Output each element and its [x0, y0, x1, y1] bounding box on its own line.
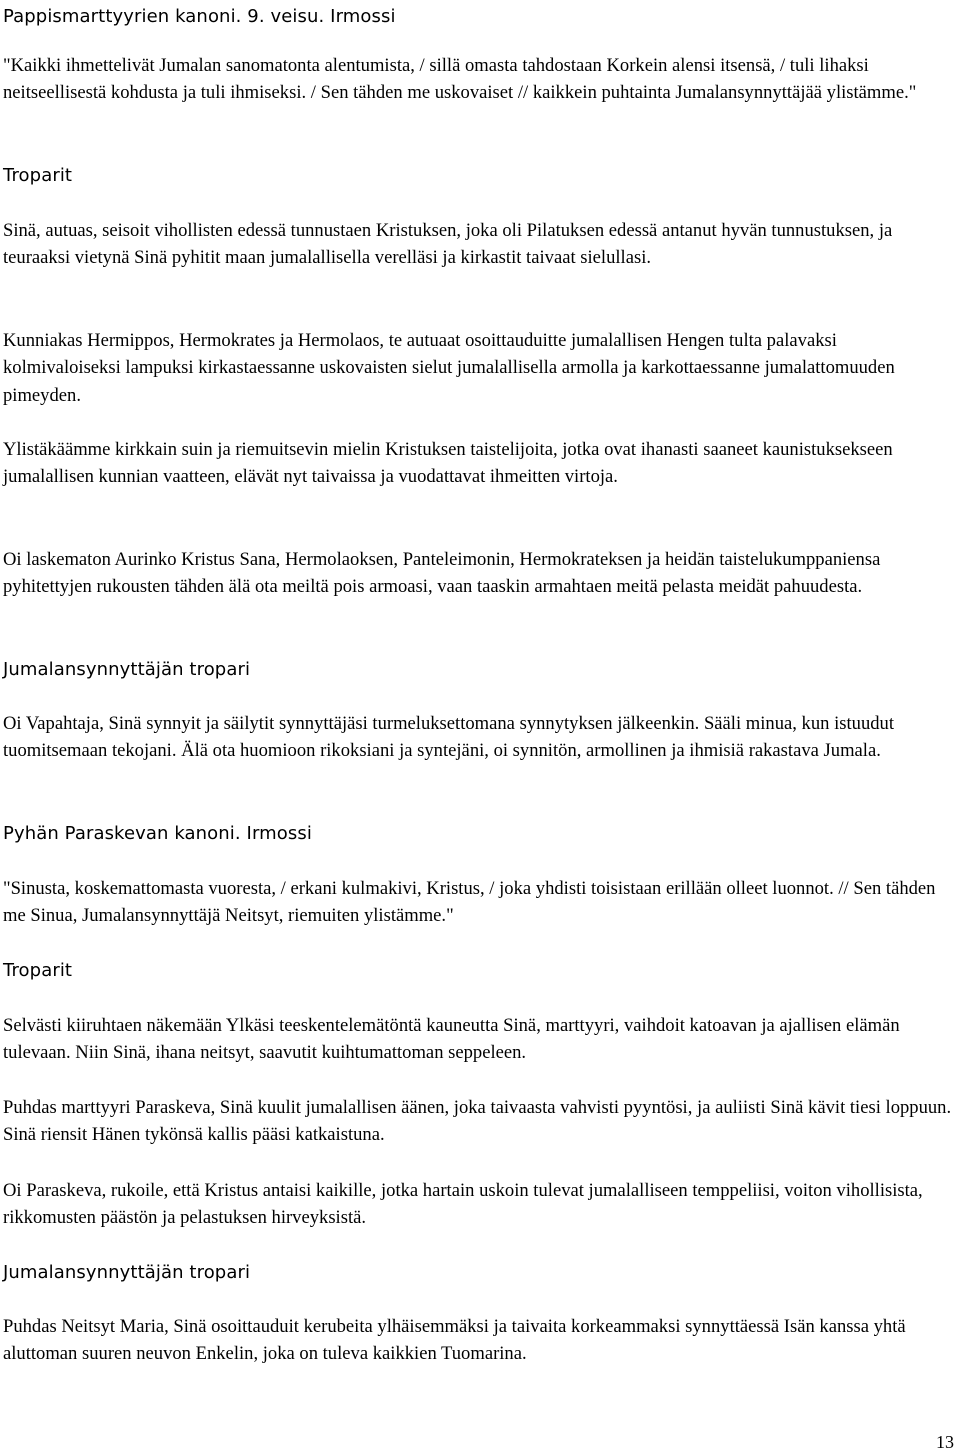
heading-jumalansynnyttajan-tropari: Jumalansynnyttäjän tropari [3, 1262, 251, 1283]
paragraph-block [3, 436, 955, 491]
section-heading [3, 656, 955, 683]
heading-troparit: Troparit [3, 165, 73, 186]
irmossi-paragraph: "Sinusta, koskemattomasta vuoresta, / erkani kulmakivi, Kristus, / joka yhdisti toisistaan erillään olleet luonnot. // Sen tähden me Sinua, Jumalansynnyttäjä Neitsyt, riemuiten ylistämme." [3, 878, 936, 927]
troparion-paragraph: Ylistäkäämme kirkkain suin ja riemuitsevin mielin Kristuksen taistelijoita, jotka ovat ihanasti saaneet kaunistuksekseen jumalallisen kunnian vaatteen, elävät nyt taivaissa ja vuodattavat ihmeitten virtoja. [3, 439, 893, 488]
paragraph-block [3, 1094, 955, 1149]
paragraph-block [3, 875, 955, 930]
paragraph-block [3, 546, 955, 601]
theotokion-paragraph: Oi Vapahtaja, Sinä synnyit ja säilytit synnyttäjäsi turmeluksettomana synnytyksen jälkeenkin. Sääli minua, kun istuudut tuomitsemaan tekojani. Älä ota huomioon rikoksiani ja syntejäni, oi synnitön, armollinen ja ihmisiä rakastava Jumala. [3, 713, 895, 762]
heading-pappismarttyyrien-kanoni: Pappismarttyyrien kanoni. 9. veisu. Irmossi [3, 6, 396, 27]
section-heading [3, 820, 955, 847]
troparion-paragraph: Selvästi kiiruhtaen näkemään Ylkäsi teeskentelemätöntä kauneutta Sinä, marttyyri, vaihdoit katoavan ja ajallisen elämän tulevaan. Niin Sinä, ihana neitsyt, saavutit kuihtumattoman seppeleen. [3, 1015, 900, 1064]
paragraph-block [3, 52, 955, 107]
paragraph-block [3, 1313, 955, 1368]
theotokion-paragraph: Puhdas Neitsyt Maria, Sinä osoittauduit kerubeita ylhäisemmäksi ja taivaita korkeammaksi synnyttäessä Isän kanssa yhtä aluttoman suuren neuvon Enkelin, joka on tuleva kaikkien Tuomarina. [3, 1316, 906, 1365]
troparion-paragraph: Sinä, autuas, seisoit vihollisten edessä tunnustaen Kristuksen, joka oli Pilatuksen edessä antanut hyvän tunnustuksen, ja teuraaksi vietynä Sinä pyhitit maan jumalallisella verelläsi ja kirkastit taivaat sielullasi. [3, 220, 893, 269]
troparion-paragraph: Kunniakas Hermippos, Hermokrates ja Hermolaos, te autuaat osoittauduitte jumalallisen Hengen tulta palavaksi kolmivaloiseksi lampuksi kirkastaessanne uskovaisten sielut jumalallisella armolla ja karkottaessanne jumalattomuuden pimeyden. [3, 330, 895, 406]
heading-jumalansynnyttajan-tropari: Jumalansynnyttäjän tropari [3, 659, 251, 680]
paragraph-block [3, 1177, 955, 1232]
paragraph-block [3, 217, 955, 272]
section-heading [3, 1259, 955, 1286]
paragraph-block [3, 710, 955, 765]
troparion-paragraph: Oi Paraskeva, rukoile, että Kristus antaisi kaikille, jotka hartain uskoin tulevat jumalalliseen temppeliisi, voiton vihollisista, rikkomusten päästön ja pelastuksen hirveyksistä. [3, 1180, 923, 1229]
troparion-paragraph: Oi laskematon Aurinko Kristus Sana, Hermolaoksen, Panteleimonin, Hermokrateksen ja heidän taistelukumppaniensa pyhitettyjen rukousten tähden älä ota meiltä pois armoasi, vaan taaskin armahtaen meitä pelasta meidät pahuudesta. [3, 549, 881, 598]
troparion-paragraph: Puhdas marttyyri Paraskeva, Sinä kuulit jumalallisen äänen, joka taivaasta vahvisti pyyntösi, ja auliisti Sinä kävit tiesi loppuun. Sinä riensit Hänen tykönsä kallis pääsi katkaistuna. [3, 1097, 952, 1146]
page-number: 13 [936, 1432, 954, 1452]
paragraph-block [3, 327, 955, 409]
heading-pyhan-paraskevan-kanoni: Pyhän Paraskevan kanoni. Irmossi [3, 823, 312, 844]
irmossi-paragraph: "Kaikki ihmettelivät Jumalan sanomatonta alentumista, / sillä omasta tahdostaan Korkein alensi itsensä, / tuli lihaksi neitseellisestä kohdusta ja tuli ihmiseksi. / Sen tähden me uskovaiset // kaikkein puhtainta Jumalansynnyttäjää ylistämme." [3, 55, 917, 104]
section-heading [3, 162, 955, 189]
section-heading [3, 957, 955, 984]
paragraph-block [3, 1012, 955, 1067]
section-heading [3, 3, 955, 30]
heading-troparit: Troparit [3, 960, 73, 981]
